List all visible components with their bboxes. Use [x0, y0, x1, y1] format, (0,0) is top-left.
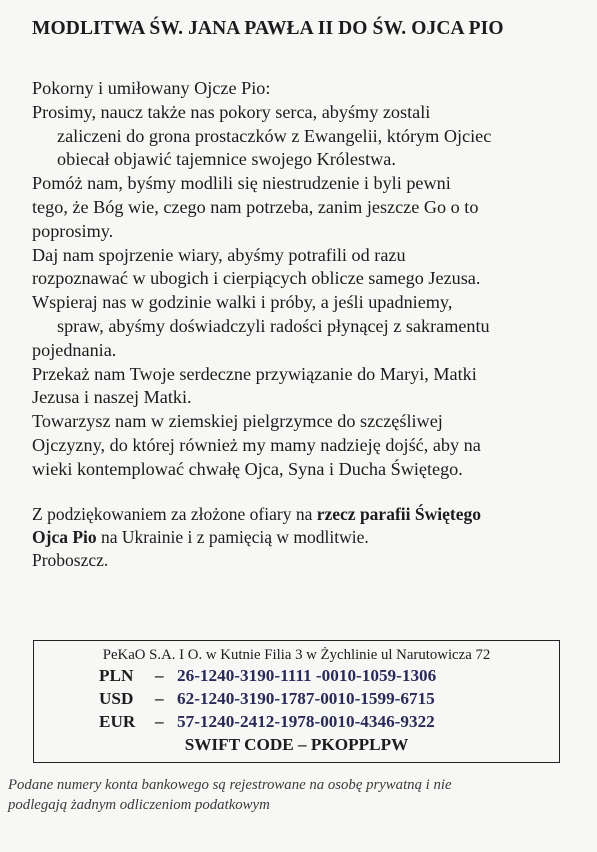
prayer-line: wieki kontemplować chwałę Ojca, Syna i Ducha Świętego.	[32, 458, 463, 479]
account-row	[34, 687, 559, 710]
thanks-paragraph	[32, 503, 567, 572]
prayer-line: tego, że Bóg wie, czego nam potrzeba, zanim jeszcze Go o to	[32, 196, 479, 217]
prayer-line: Pokorny i umiłowany Ojcze Pio:	[32, 78, 271, 98]
page-title: MODLITWA ŚW. JANA PAWŁA II DO ŚW. OJCA PIO	[32, 18, 504, 39]
prayer-line: Towarzysz nam w ziemskiej pielgrzymce do szczęśliwej	[32, 411, 443, 432]
account-currency: PLN	[99, 666, 134, 685]
prayer-text	[32, 77, 567, 482]
prayer-line: Pomóż nam, byśmy modlili się niestrudzenie i byli pewni	[32, 173, 451, 194]
account-row	[34, 664, 559, 687]
prayer-line: Jezusa i naszej Matki.	[32, 387, 192, 408]
prayer-line: Daj nam spojrzenie wiary, abyśmy potrafili od razu	[32, 244, 406, 265]
bank-branch: PeKaO S.A. I O. w Kutnie Filia 3 w Żychlinie ul Narutowicza 72	[102, 647, 491, 663]
thanks-line-2: Ojca Pio na Ukrainie i z pamięcią w modlitwie.	[32, 526, 369, 547]
prayer-line: zaliczeni do grona prostaczków z Ewangelii, którym Ojciec	[57, 125, 492, 146]
prayer-line: Prosimy, naucz także nas pokory serca, abyśmy zostali	[32, 101, 431, 122]
prayer-line: Przekaż nam Twoje serdeczne przywiązanie do Maryi, Matki	[32, 363, 477, 384]
tax-note-line-2: podlegają żadnym odliczeniom podatkowym	[8, 797, 270, 813]
thanks-line-1: Z podziękowaniem za złożone ofiary na rzecz parafii Świętego	[32, 503, 481, 524]
account-row	[34, 710, 559, 733]
tax-note	[8, 775, 593, 815]
prayer-line: Wspieraj nas w godzinie walki i próby, a jeśli upadniemy,	[32, 292, 453, 313]
account-dash: –	[155, 689, 164, 708]
account-dash: –	[155, 666, 164, 685]
prayer-line: obiecał objawić tajemnice swojego Królestwa.	[57, 149, 396, 170]
account-number: 62-1240-3190-1787-0010-1599-6715	[177, 689, 435, 708]
prayer-line: spraw, abyśmy doświadczyli radości płynącej z sakramentu	[57, 315, 490, 336]
account-number: 57-1240-2412-1978-0010-4346-9322	[177, 712, 435, 731]
prayer-line: Ojczyzny, do której również my mamy nadzieję dojść, aby na	[32, 434, 481, 455]
account-dash: –	[155, 712, 164, 731]
tax-note-line-1: Podane numery konta bankowego są rejestrowane na osobę prywatną i nie	[8, 777, 452, 793]
signature-text: Proboszcz.	[32, 549, 109, 570]
swift-code: SWIFT CODE – PKOPPLPW	[184, 735, 409, 754]
prayer-line: pojednania.	[32, 339, 117, 360]
account-currency: USD	[99, 689, 134, 708]
account-number: 26-1240-3190-1111 -0010-1059-1306	[177, 666, 437, 685]
account-list	[34, 664, 559, 733]
prayer-line: rozpoznawać w ubogich i cierpiących oblicze samego Jezusa.	[32, 268, 481, 289]
bank-details-box	[33, 640, 560, 763]
prayer-line: poprosimy.	[32, 220, 114, 241]
account-currency: EUR	[99, 712, 136, 731]
